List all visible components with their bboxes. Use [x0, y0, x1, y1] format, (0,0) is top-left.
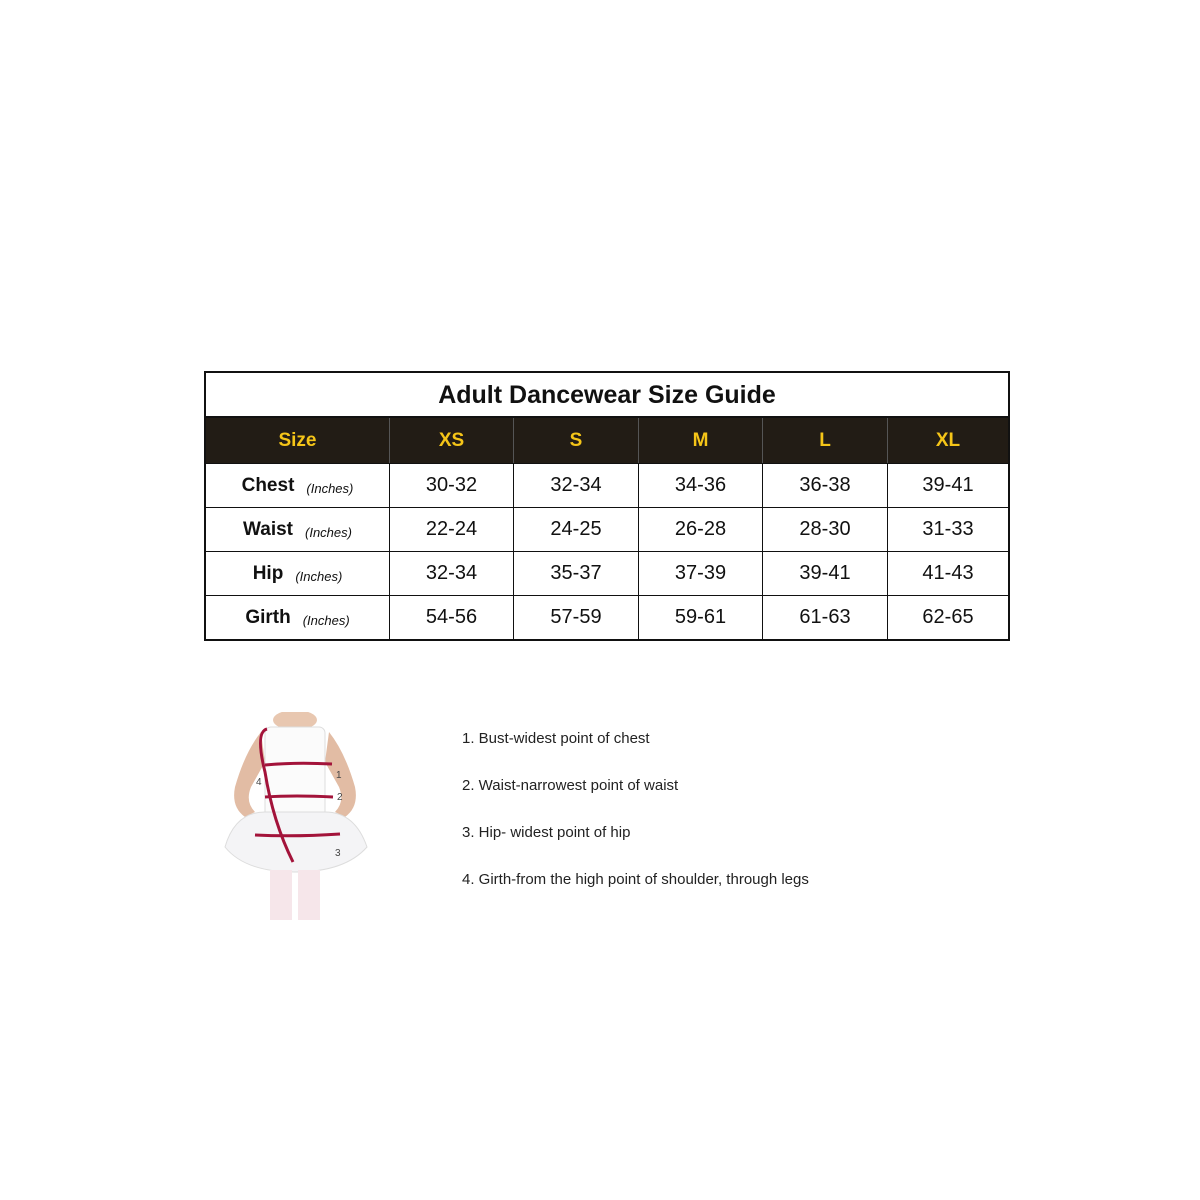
table-row	[206, 464, 1008, 508]
unit-label: (Inches)	[306, 481, 354, 496]
header-cell: M	[638, 418, 762, 463]
value-cell: 59-61	[638, 596, 762, 639]
row-label-cell	[206, 508, 389, 551]
value-cell: 28-30	[762, 508, 887, 551]
value-cell: 37-39	[638, 552, 762, 595]
value-cell: 26-28	[638, 508, 762, 551]
table-title: Adult Dancewear Size Guide	[206, 373, 1008, 418]
note-item: 2. Waist-narrowest point of waist	[462, 777, 679, 794]
note-item: 4. Girth-from the high point of shoulder, through legs	[462, 871, 809, 888]
header-cell: XS	[389, 418, 513, 463]
value-cell: 36-38	[762, 464, 887, 507]
row-label-cell	[206, 464, 389, 507]
header-cell: L	[762, 418, 887, 463]
value-cell: 39-41	[887, 464, 1008, 507]
table-row	[206, 596, 1008, 639]
measurement-notes	[462, 730, 809, 918]
value-cell: 62-65	[887, 596, 1008, 639]
header-cell: XL	[887, 418, 1008, 463]
size-guide-table	[204, 371, 1010, 641]
value-cell: 32-34	[389, 552, 513, 595]
value-cell: 35-37	[513, 552, 638, 595]
figure-label: 4	[256, 777, 262, 788]
row-label: Chest	[241, 474, 295, 496]
note-item: 3. Hip- widest point of hip	[462, 824, 631, 841]
value-cell: 32-34	[513, 464, 638, 507]
unit-label: (Inches)	[295, 569, 343, 584]
unit-label: (Inches)	[302, 613, 350, 628]
figure-label: 1	[336, 770, 342, 781]
header-cell: Size	[278, 429, 317, 451]
value-cell: 57-59	[513, 596, 638, 639]
value-cell: 31-33	[887, 508, 1008, 551]
table-row	[206, 508, 1008, 552]
figure-label: 3	[335, 848, 341, 859]
figure-label: 2	[337, 792, 343, 803]
value-cell: 41-43	[887, 552, 1008, 595]
row-label: Waist	[243, 518, 293, 540]
value-cell: 61-63	[762, 596, 887, 639]
unit-label: (Inches)	[305, 525, 352, 540]
value-cell: 30-32	[389, 464, 513, 507]
row-label-cell	[206, 596, 389, 639]
table-header-row	[206, 418, 1008, 464]
row-label: Girth	[245, 606, 291, 628]
row-label-cell	[206, 552, 389, 595]
value-cell: 22-24	[389, 508, 513, 551]
value-cell: 24-25	[513, 508, 638, 551]
note-item: 1. Bust-widest point of chest	[462, 730, 650, 747]
value-cell: 34-36	[638, 464, 762, 507]
header-cell: S	[513, 418, 638, 463]
table-row	[206, 552, 1008, 596]
row-label: Hip	[252, 562, 284, 584]
value-cell: 54-56	[389, 596, 513, 639]
value-cell: 39-41	[762, 552, 887, 595]
measurement-illustration	[215, 712, 375, 920]
